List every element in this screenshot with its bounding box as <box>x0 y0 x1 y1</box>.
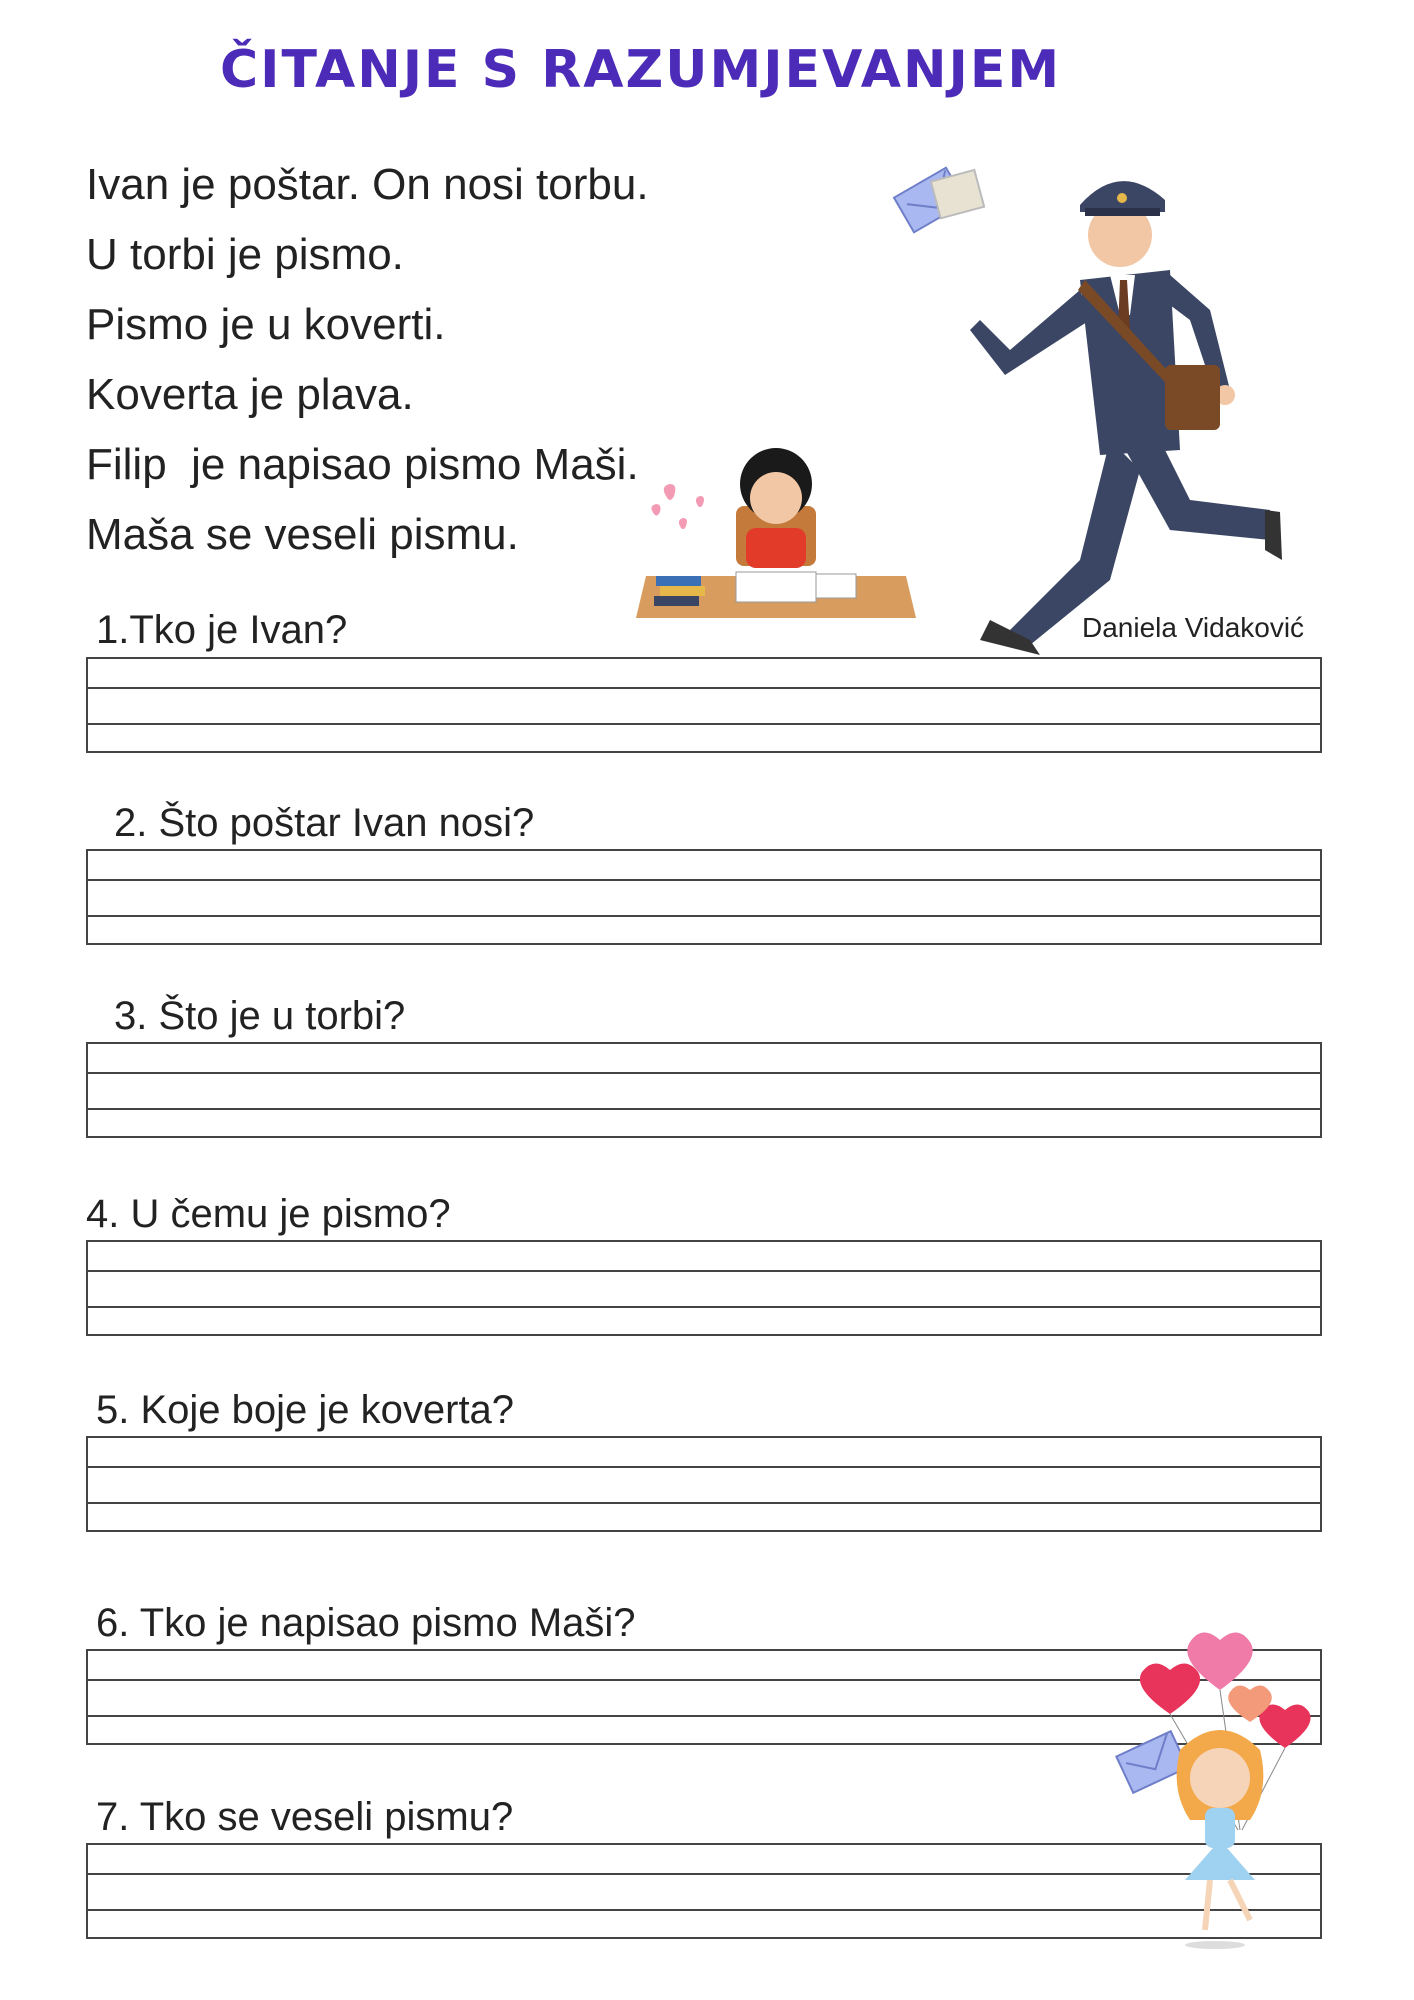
story-line: U torbi je pismo. <box>86 230 404 279</box>
question-2: 2. Što poštar Ivan nosi? <box>114 801 535 845</box>
story-line: Pismo je u koverti. <box>86 300 446 349</box>
story-line: Koverta je plava. <box>86 370 414 419</box>
story-line: Maša se veseli pismu. <box>86 510 519 559</box>
boy-desk-illustration <box>636 436 926 626</box>
answer-lines-4[interactable] <box>86 1240 1322 1336</box>
question-5: 5. Koje boje je koverta? <box>96 1388 515 1432</box>
question-4: 4. U čemu je pismo? <box>86 1192 451 1236</box>
author-credit: Daniela Vidaković <box>1082 612 1305 643</box>
page-title: ČITANJE S RAZUMJEVANJEM <box>220 40 1062 100</box>
question-7: 7. Tko se veseli pismu? <box>96 1795 514 1839</box>
question-3: 3. Što je u torbi? <box>114 994 406 1038</box>
question-6: 6. Tko je napisao pismo Maši? <box>96 1601 636 1645</box>
answer-lines-1[interactable] <box>86 657 1322 753</box>
postman-illustration <box>880 140 1300 660</box>
story-text <box>86 150 649 570</box>
question-1: 1.Tko je Ivan? <box>96 608 348 652</box>
answer-lines-3[interactable] <box>86 1042 1322 1138</box>
story-line: Ivan je poštar. On nosi torbu. <box>86 160 649 209</box>
story-line: Filip je napisao pismo Maši. <box>86 440 639 489</box>
answer-lines-5[interactable] <box>86 1436 1322 1532</box>
girl-balloons-illustration <box>1110 1630 1360 1980</box>
answer-lines-2[interactable] <box>86 849 1322 945</box>
